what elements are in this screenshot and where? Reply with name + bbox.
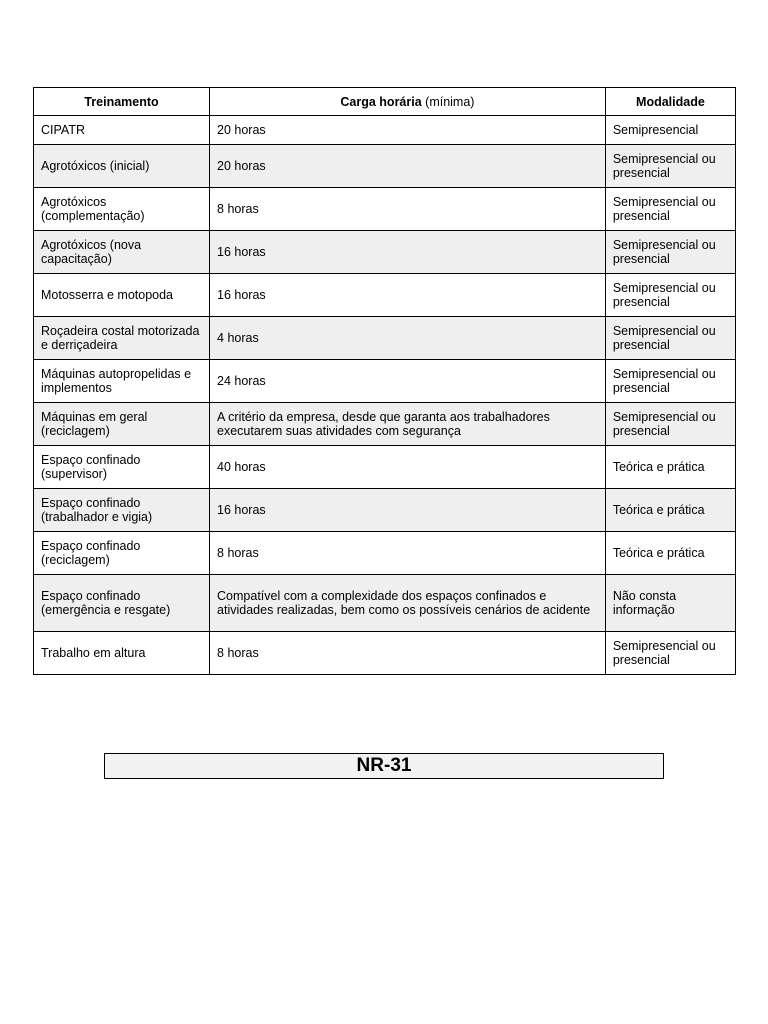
cell-modalidade: Semipresencial ou presencial <box>605 188 735 231</box>
cell-treinamento: Máquinas em geral (reciclagem) <box>34 403 210 446</box>
cell-carga: 16 horas <box>210 489 606 532</box>
table-row <box>34 360 736 403</box>
cell-modalidade: Semipresencial ou presencial <box>605 231 735 274</box>
cell-carga: Compatível com a complexidade dos espaços confinados e atividades realizadas, bem como os possíveis cenários de acidente <box>210 575 606 632</box>
cell-carga: A critério da empresa, desde que garanta aos trabalhadores executarem suas atividades com segurança <box>210 403 606 446</box>
cell-carga: 16 horas <box>210 274 606 317</box>
cell-modalidade: Não consta informação <box>605 575 735 632</box>
cell-modalidade: Semipresencial ou presencial <box>605 632 735 675</box>
table-row <box>34 446 736 489</box>
table-row <box>34 403 736 446</box>
cell-modalidade: Teórica e prática <box>605 489 735 532</box>
cell-carga: 20 horas <box>210 116 606 145</box>
cell-treinamento: Máquinas autopropelidas e implementos <box>34 360 210 403</box>
training-table <box>33 87 736 675</box>
cell-modalidade: Semipresencial <box>605 116 735 145</box>
cell-modalidade: Semipresencial ou presencial <box>605 403 735 446</box>
section-title: NR-31 <box>104 753 664 779</box>
table-row <box>34 274 736 317</box>
cell-treinamento: Agrotóxicos (inicial) <box>34 145 210 188</box>
table-row <box>34 489 736 532</box>
cell-modalidade: Teórica e prática <box>605 446 735 489</box>
cell-treinamento: Agrotóxicos (nova capacitação) <box>34 231 210 274</box>
cell-carga: 8 horas <box>210 632 606 675</box>
cell-carga: 8 horas <box>210 532 606 575</box>
table-row <box>34 317 736 360</box>
table-row <box>34 532 736 575</box>
cell-carga: 24 horas <box>210 360 606 403</box>
header-treinamento: Treinamento <box>34 88 210 116</box>
cell-treinamento: Espaço confinado (emergência e resgate) <box>34 575 210 632</box>
header-carga-horaria <box>210 88 606 116</box>
cell-carga: 20 horas <box>210 145 606 188</box>
cell-treinamento: Trabalho em altura <box>34 632 210 675</box>
table-row <box>34 145 736 188</box>
header-carga-horaria-label: Carga horária <box>340 94 422 109</box>
cell-modalidade: Semipresencial ou presencial <box>605 360 735 403</box>
cell-treinamento: Espaço confinado (trabalhador e vigia) <box>34 489 210 532</box>
header-modalidade: Modalidade <box>605 88 735 116</box>
cell-carga: 16 horas <box>210 231 606 274</box>
cell-treinamento: Motosserra e motopoda <box>34 274 210 317</box>
cell-treinamento: Espaço confinado (supervisor) <box>34 446 210 489</box>
table-row <box>34 188 736 231</box>
table-row <box>34 116 736 145</box>
cell-treinamento: CIPATR <box>34 116 210 145</box>
table-row <box>34 575 736 632</box>
cell-modalidade: Teórica e prática <box>605 532 735 575</box>
cell-modalidade: Semipresencial ou presencial <box>605 317 735 360</box>
cell-modalidade: Semipresencial ou presencial <box>605 145 735 188</box>
table-row <box>34 231 736 274</box>
cell-carga: 4 horas <box>210 317 606 360</box>
cell-treinamento: Espaço confinado (reciclagem) <box>34 532 210 575</box>
cell-modalidade: Semipresencial ou presencial <box>605 274 735 317</box>
cell-carga: 8 horas <box>210 188 606 231</box>
cell-treinamento: Roçadeira costal motorizada e derriçadeira <box>34 317 210 360</box>
table-header-row <box>34 88 736 116</box>
table-row <box>34 632 736 675</box>
cell-treinamento: Agrotóxicos (complementação) <box>34 188 210 231</box>
cell-carga: 40 horas <box>210 446 606 489</box>
header-carga-horaria-qualifier: (mínima) <box>425 94 475 109</box>
